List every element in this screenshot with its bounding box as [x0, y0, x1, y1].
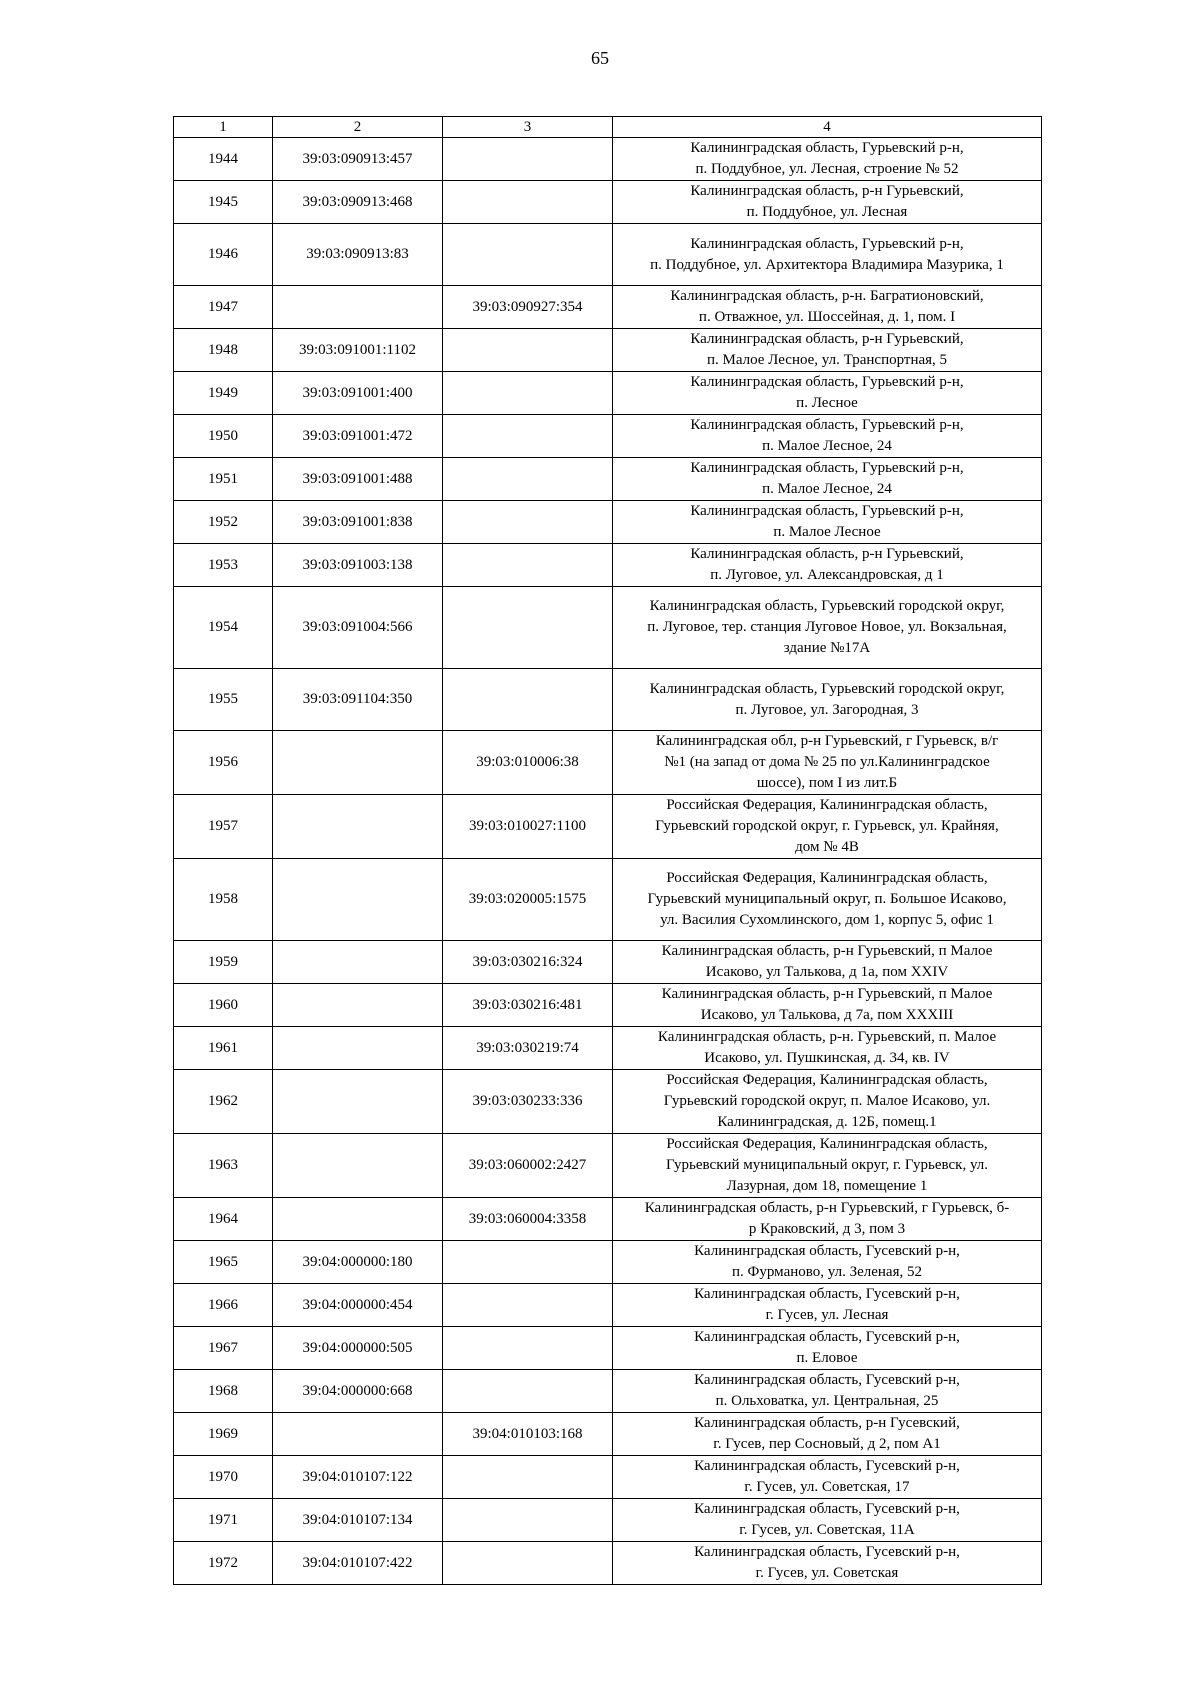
- row-number-cell: 1945: [174, 181, 273, 224]
- row-number-cell: 1949: [174, 372, 273, 415]
- cadastral-number-cell: 39:03:091001:472: [273, 415, 443, 458]
- address-cell: Калининградская область, Гурьевский р-н, п. Поддубное, ул. Лесная, строение № 52: [613, 138, 1042, 181]
- address-cell: Российская Федерация, Калининградская область, Гурьевский городской округ, п. Малое Исаково, ул. Калининградская, д. 12Б, помещ.1: [613, 1070, 1042, 1134]
- row-number-cell: 1964: [174, 1198, 273, 1241]
- registry-table: [173, 116, 1042, 1585]
- related-cadastral-cell: [443, 372, 613, 415]
- table-row: [174, 1499, 1042, 1542]
- address-cell: Калининградская область, р-н Гурьевский, п Малое Исаково, ул Талькова, д 1а, пом XXIV: [613, 941, 1042, 984]
- row-number-cell: 1966: [174, 1284, 273, 1327]
- cadastral-number-cell: 39:03:090913:457: [273, 138, 443, 181]
- related-cadastral-cell: 39:03:010006:38: [443, 731, 613, 795]
- row-number-cell: 1948: [174, 329, 273, 372]
- row-number-cell: 1968: [174, 1370, 273, 1413]
- table-row: [174, 329, 1042, 372]
- row-number-cell: 1944: [174, 138, 273, 181]
- row-number-cell: 1946: [174, 224, 273, 286]
- related-cadastral-cell: [443, 138, 613, 181]
- related-cadastral-cell: 39:04:010103:168: [443, 1413, 613, 1456]
- cadastral-number-cell: [273, 1027, 443, 1070]
- address-cell: Калининградская область, р-н Гурьевский, г Гурьевск, б- р Краковский, д 3, пом 3: [613, 1198, 1042, 1241]
- related-cadastral-cell: 39:03:030216:481: [443, 984, 613, 1027]
- cadastral-number-cell: 39:04:010107:134: [273, 1499, 443, 1542]
- table-header: [174, 117, 1042, 138]
- row-number-cell: 1963: [174, 1134, 273, 1198]
- table-row: [174, 1027, 1042, 1070]
- row-number-cell: 1952: [174, 501, 273, 544]
- address-cell: Калининградская область, р-н. Багратионовский, п. Отважное, ул. Шоссейная, д. 1, пом. I: [613, 286, 1042, 329]
- table-row: [174, 1542, 1042, 1585]
- address-cell: Российская Федерация, Калининградская область, Гурьевский городской округ, г. Гурьевск, ул. Крайняя, дом № 4В: [613, 795, 1042, 859]
- address-cell: Калининградская область, Гурьевский городской округ, п. Луговое, тер. станция Луговое Новое, ул. Вокзальная, здание №17А: [613, 587, 1042, 669]
- cadastral-number-cell: 39:04:010107:422: [273, 1542, 443, 1585]
- related-cadastral-cell: [443, 1456, 613, 1499]
- related-cadastral-cell: 39:03:020005:1575: [443, 859, 613, 941]
- row-number-cell: 1969: [174, 1413, 273, 1456]
- table-row: [174, 286, 1042, 329]
- cadastral-number-cell: 39:03:090913:468: [273, 181, 443, 224]
- related-cadastral-cell: [443, 1542, 613, 1585]
- table-row: [174, 669, 1042, 731]
- table-row: [174, 372, 1042, 415]
- related-cadastral-cell: [443, 544, 613, 587]
- cadastral-number-cell: 39:04:010107:122: [273, 1456, 443, 1499]
- related-cadastral-cell: 39:03:060002:2427: [443, 1134, 613, 1198]
- table-row: [174, 941, 1042, 984]
- related-cadastral-cell: [443, 458, 613, 501]
- row-number-cell: 1967: [174, 1327, 273, 1370]
- related-cadastral-cell: [443, 1370, 613, 1413]
- address-cell: Калининградская область, р-н. Гурьевский, п. Малое Исаково, ул. Пушкинская, д. 34, кв. IV: [613, 1027, 1042, 1070]
- related-cadastral-cell: [443, 1327, 613, 1370]
- related-cadastral-cell: [443, 329, 613, 372]
- row-number-cell: 1955: [174, 669, 273, 731]
- row-number-cell: 1965: [174, 1241, 273, 1284]
- cadastral-number-cell: 39:03:091104:350: [273, 669, 443, 731]
- row-number-cell: 1950: [174, 415, 273, 458]
- address-cell: Калининградская область, р-н Гурьевский, п. Малое Лесное, ул. Транспортная, 5: [613, 329, 1042, 372]
- cadastral-number-cell: [273, 731, 443, 795]
- cadastral-number-cell: [273, 1413, 443, 1456]
- address-cell: Калининградская область, Гусевский р-н, г. Гусев, ул. Советская: [613, 1542, 1042, 1585]
- related-cadastral-cell: 39:03:090927:354: [443, 286, 613, 329]
- address-cell: Калининградская область, р-н Гурьевский, п. Поддубное, ул. Лесная: [613, 181, 1042, 224]
- related-cadastral-cell: 39:03:060004:3358: [443, 1198, 613, 1241]
- related-cadastral-cell: [443, 181, 613, 224]
- address-cell: Калининградская область, Гусевский р-н, г. Гусев, ул. Советская, 11А: [613, 1499, 1042, 1542]
- table-row: [174, 859, 1042, 941]
- table-row: [174, 795, 1042, 859]
- page-number: 65: [591, 48, 609, 68]
- address-cell: Российская Федерация, Калининградская область, Гурьевский муниципальный округ, п. Большое Исаково, ул. Василия Сухомлинского, дом 1, корпус 5, офис 1: [613, 859, 1042, 941]
- row-number-cell: 1960: [174, 984, 273, 1027]
- row-number-cell: 1962: [174, 1070, 273, 1134]
- address-cell: Калининградская область, Гусевский р-н, п. Еловое: [613, 1327, 1042, 1370]
- table-row: [174, 544, 1042, 587]
- row-number-cell: 1958: [174, 859, 273, 941]
- address-cell: Калининградская область, Гусевский р-н, п. Ольховатка, ул. Центральная, 25: [613, 1370, 1042, 1413]
- related-cadastral-cell: [443, 224, 613, 286]
- table-row: [174, 1327, 1042, 1370]
- related-cadastral-cell: [443, 501, 613, 544]
- table-row: [174, 458, 1042, 501]
- address-cell: Калининградская область, Гусевский р-н, г. Гусев, ул. Советская, 17: [613, 1456, 1042, 1499]
- row-number-cell: 1970: [174, 1456, 273, 1499]
- cadastral-number-cell: 39:04:000000:668: [273, 1370, 443, 1413]
- cadastral-number-cell: [273, 1198, 443, 1241]
- address-cell: Калининградская область, р-н Гурьевский, п Малое Исаково, ул Талькова, д 7а, пом XXXIII: [613, 984, 1042, 1027]
- cadastral-number-cell: 39:03:091001:488: [273, 458, 443, 501]
- address-cell: Калининградская область, Гурьевский р-н, п. Поддубное, ул. Архитектора Владимира Мазурика, 1: [613, 224, 1042, 286]
- row-number-cell: 1956: [174, 731, 273, 795]
- row-number-cell: 1951: [174, 458, 273, 501]
- cadastral-number-cell: 39:03:091001:838: [273, 501, 443, 544]
- cadastral-number-cell: [273, 859, 443, 941]
- related-cadastral-cell: [443, 1241, 613, 1284]
- table-row: [174, 415, 1042, 458]
- row-number-cell: 1961: [174, 1027, 273, 1070]
- table-row: [174, 1370, 1042, 1413]
- address-cell: Калининградская область, Гурьевский р-н, п. Лесное: [613, 372, 1042, 415]
- related-cadastral-cell: [443, 1499, 613, 1542]
- related-cadastral-cell: 39:03:030216:324: [443, 941, 613, 984]
- cadastral-number-cell: [273, 1070, 443, 1134]
- cadastral-number-cell: [273, 1134, 443, 1198]
- address-cell: Калининградская область, р-н Гурьевский, п. Луговое, ул. Александровская, д 1: [613, 544, 1042, 587]
- table-row: [174, 1241, 1042, 1284]
- row-number-cell: 1947: [174, 286, 273, 329]
- related-cadastral-cell: [443, 669, 613, 731]
- address-cell: Калининградская область, р-н Гусевский, г. Гусев, пер Сосновый, д 2, пом А1: [613, 1413, 1042, 1456]
- table-row: [174, 1198, 1042, 1241]
- address-cell: Калининградская область, Гусевский р-н, г. Гусев, ул. Лесная: [613, 1284, 1042, 1327]
- cadastral-number-cell: [273, 941, 443, 984]
- cadastral-number-cell: 39:04:000000:180: [273, 1241, 443, 1284]
- column-header-2: 2: [273, 117, 443, 138]
- column-header-1: 1: [174, 117, 273, 138]
- table-row: [174, 731, 1042, 795]
- cadastral-number-cell: 39:04:000000:505: [273, 1327, 443, 1370]
- table-body: [174, 138, 1042, 1585]
- table-row: [174, 181, 1042, 224]
- address-cell: Калининградская область, Гусевский р-н, п. Фурманово, ул. Зеленая, 52: [613, 1241, 1042, 1284]
- address-cell: Калининградская область, Гурьевский р-н, п. Малое Лесное, 24: [613, 458, 1042, 501]
- address-cell: Калининградская область, Гурьевский городской округ, п. Луговое, ул. Загородная, 3: [613, 669, 1042, 731]
- address-cell: Российская Федерация, Калининградская область, Гурьевский муниципальный округ, г. Гурьевск, ул. Лазурная, дом 18, помещение 1: [613, 1134, 1042, 1198]
- row-number-cell: 1957: [174, 795, 273, 859]
- address-cell: Калининградская обл, р-н Гурьевский, г Гурьевск, в/г №1 (на запад от дома № 25 по ул.Калининградское шоссе), пом I из лит.Б: [613, 731, 1042, 795]
- related-cadastral-cell: 39:03:030233:336: [443, 1070, 613, 1134]
- table-row: [174, 224, 1042, 286]
- table-row: [174, 501, 1042, 544]
- cadastral-number-cell: [273, 795, 443, 859]
- column-header-3: 3: [443, 117, 613, 138]
- cadastral-number-cell: 39:03:090913:83: [273, 224, 443, 286]
- address-cell: Калининградская область, Гурьевский р-н, п. Малое Лесное: [613, 501, 1042, 544]
- table-row: [174, 1413, 1042, 1456]
- related-cadastral-cell: 39:03:010027:1100: [443, 795, 613, 859]
- row-number-cell: 1959: [174, 941, 273, 984]
- cadastral-number-cell: 39:03:091004:566: [273, 587, 443, 669]
- table-row: [174, 1284, 1042, 1327]
- table-row: [174, 984, 1042, 1027]
- row-number-cell: 1953: [174, 544, 273, 587]
- cadastral-number-cell: 39:03:091001:400: [273, 372, 443, 415]
- address-cell: Калининградская область, Гурьевский р-н, п. Малое Лесное, 24: [613, 415, 1042, 458]
- related-cadastral-cell: [443, 1284, 613, 1327]
- cadastral-number-cell: 39:04:000000:454: [273, 1284, 443, 1327]
- row-number-cell: 1972: [174, 1542, 273, 1585]
- cadastral-number-cell: 39:03:091003:138: [273, 544, 443, 587]
- cadastral-number-cell: 39:03:091001:1102: [273, 329, 443, 372]
- cadastral-number-cell: [273, 286, 443, 329]
- related-cadastral-cell: [443, 415, 613, 458]
- related-cadastral-cell: [443, 587, 613, 669]
- cadastral-number-cell: [273, 984, 443, 1027]
- table-row: [174, 1456, 1042, 1499]
- table-row: [174, 138, 1042, 181]
- table-row: [174, 587, 1042, 669]
- row-number-cell: 1954: [174, 587, 273, 669]
- row-number-cell: 1971: [174, 1499, 273, 1542]
- table-row: [174, 1134, 1042, 1198]
- column-header-4: 4: [613, 117, 1042, 138]
- table-row: [174, 1070, 1042, 1134]
- related-cadastral-cell: 39:03:030219:74: [443, 1027, 613, 1070]
